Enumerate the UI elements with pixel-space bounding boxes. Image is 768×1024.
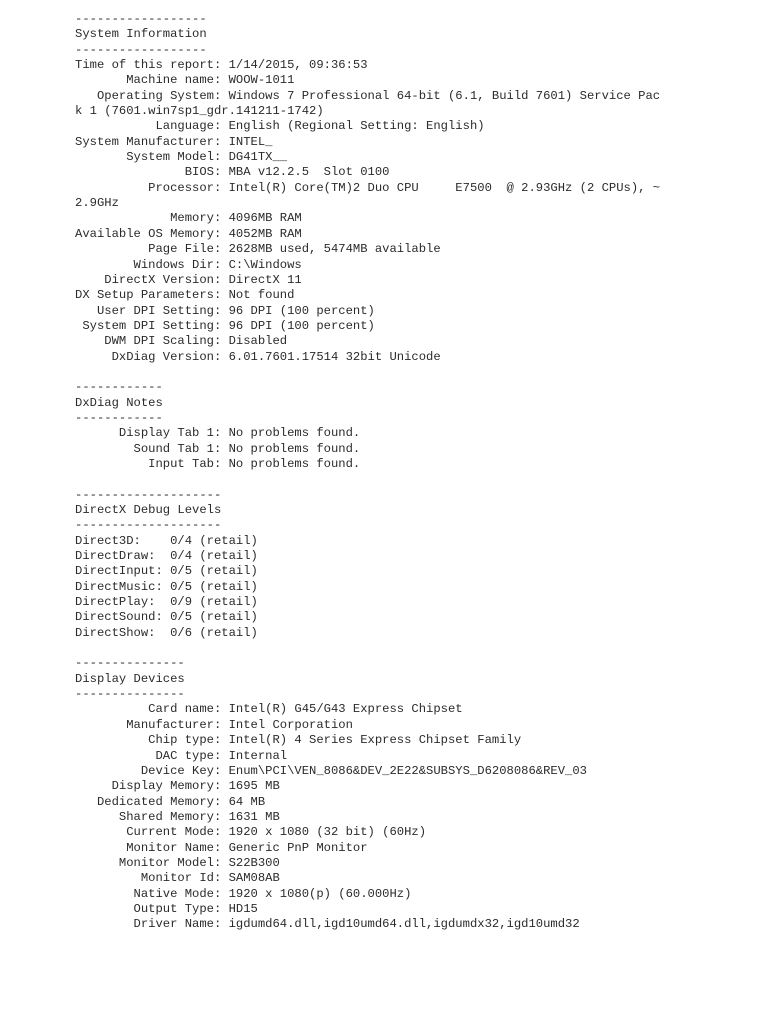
- report-line: DxDiag Notes: [75, 395, 163, 410]
- report-line: Output Type: HD15: [75, 901, 258, 916]
- report-line: Current Mode: 1920 x 1080 (32 bit) (60Hz): [75, 825, 427, 840]
- report-line: Sound Tab 1: No problems found.: [75, 441, 361, 456]
- report-line: [75, 641, 660, 656]
- report-line: k 1 (7601.win7sp1_gdr.141211-1742): [75, 104, 324, 119]
- report-line: Input Tab: No problems found.: [75, 456, 361, 471]
- report-line: DirectMusic: 0/5 (retail): [75, 579, 258, 594]
- report-line: 2.9GHz: [75, 196, 119, 211]
- report-line: Monitor Model: S22B300: [75, 855, 280, 870]
- report-line: ---------------: [75, 656, 185, 671]
- report-line: Dedicated Memory: 64 MB: [75, 794, 266, 809]
- report-line: Direct3D: 0/4 (retail): [75, 533, 258, 548]
- report-line: Memory: 4096MB RAM: [75, 211, 302, 226]
- report-line: DxDiag Version: 6.01.7601.17514 32bit Unicode: [75, 349, 441, 364]
- report-line: BIOS: MBA v12.2.5 Slot 0100: [75, 165, 390, 180]
- report-line: Time of this report: 1/14/2015, 09:36:53: [75, 58, 368, 73]
- report-line: --------------------: [75, 518, 222, 533]
- report-line: System Information: [75, 27, 207, 42]
- report-line: [75, 472, 660, 487]
- report-line: Driver Name: igdumd64.dll,igd10umd64.dll,igdumdx32,igd10umd32: [75, 917, 580, 932]
- dxdiag-report-text: [75, 12, 660, 933]
- report-line: Card name: Intel(R) G45/G43 Express Chipset: [75, 702, 463, 717]
- report-line: DWM DPI Scaling: Disabled: [75, 334, 288, 349]
- report-line: DX Setup Parameters: Not found: [75, 288, 295, 303]
- report-line: ------------: [75, 410, 163, 425]
- report-line: DirectShow: 0/6 (retail): [75, 625, 258, 640]
- report-line: User DPI Setting: 96 DPI (100 percent): [75, 303, 375, 318]
- report-line: Windows Dir: C:\Windows: [75, 257, 302, 272]
- report-line: Page File: 2628MB used, 5474MB available: [75, 242, 441, 257]
- report-line: DAC type: Internal: [75, 748, 288, 763]
- report-line: DirectDraw: 0/4 (retail): [75, 549, 258, 564]
- report-line: DirectPlay: 0/9 (retail): [75, 595, 258, 610]
- report-line: Manufacturer: Intel Corporation: [75, 717, 353, 732]
- report-line: Machine name: WOOW-1011: [75, 73, 295, 88]
- report-line: Shared Memory: 1631 MB: [75, 809, 280, 824]
- report-line: DirectX Debug Levels: [75, 503, 222, 517]
- report-line: Display Devices: [75, 671, 185, 686]
- report-line: Display Tab 1: No problems found.: [75, 426, 361, 441]
- report-line: System DPI Setting: 96 DPI (100 percent): [75, 318, 375, 333]
- report-line: DirectSound: 0/5 (retail): [75, 610, 258, 625]
- report-line: Operating System: Windows 7 Professional 64-bit (6.1, Build 7601) Service Pac: [75, 88, 661, 103]
- report-line: ------------: [75, 380, 163, 395]
- report-line: Processor: Intel(R) Core(TM)2 Duo CPU E7500 @ 2.93GHz (2 CPUs), ~: [75, 180, 661, 195]
- report-line: Monitor Name: Generic PnP Monitor: [75, 840, 368, 855]
- report-line: Language: English (Regional Setting: English): [75, 119, 485, 134]
- report-line: Device Key: Enum\PCI\VEN_8086&DEV_2E22&SUBSYS_D6208086&REV_03: [75, 763, 587, 778]
- report-line: Native Mode: 1920 x 1080(p) (60.000Hz): [75, 886, 412, 901]
- report-line: ---------------: [75, 687, 185, 702]
- report-line: ------------------: [75, 42, 207, 57]
- report-line: Available OS Memory: 4052MB RAM: [75, 226, 302, 241]
- report-line: --------------------: [75, 487, 222, 502]
- report-line: Display Memory: 1695 MB: [75, 779, 280, 794]
- report-line: System Model: DG41TX__: [75, 150, 288, 165]
- report-line: System Manufacturer: INTEL_: [75, 134, 273, 149]
- report-line: ------------------: [75, 12, 207, 26]
- report-line: DirectInput: 0/5 (retail): [75, 564, 258, 579]
- report-line: Monitor Id: SAM08AB: [75, 871, 280, 886]
- report-line: Chip type: Intel(R) 4 Series Express Chipset Family: [75, 733, 522, 748]
- report-line: DirectX Version: DirectX 11: [75, 272, 302, 287]
- report-line: [75, 365, 660, 380]
